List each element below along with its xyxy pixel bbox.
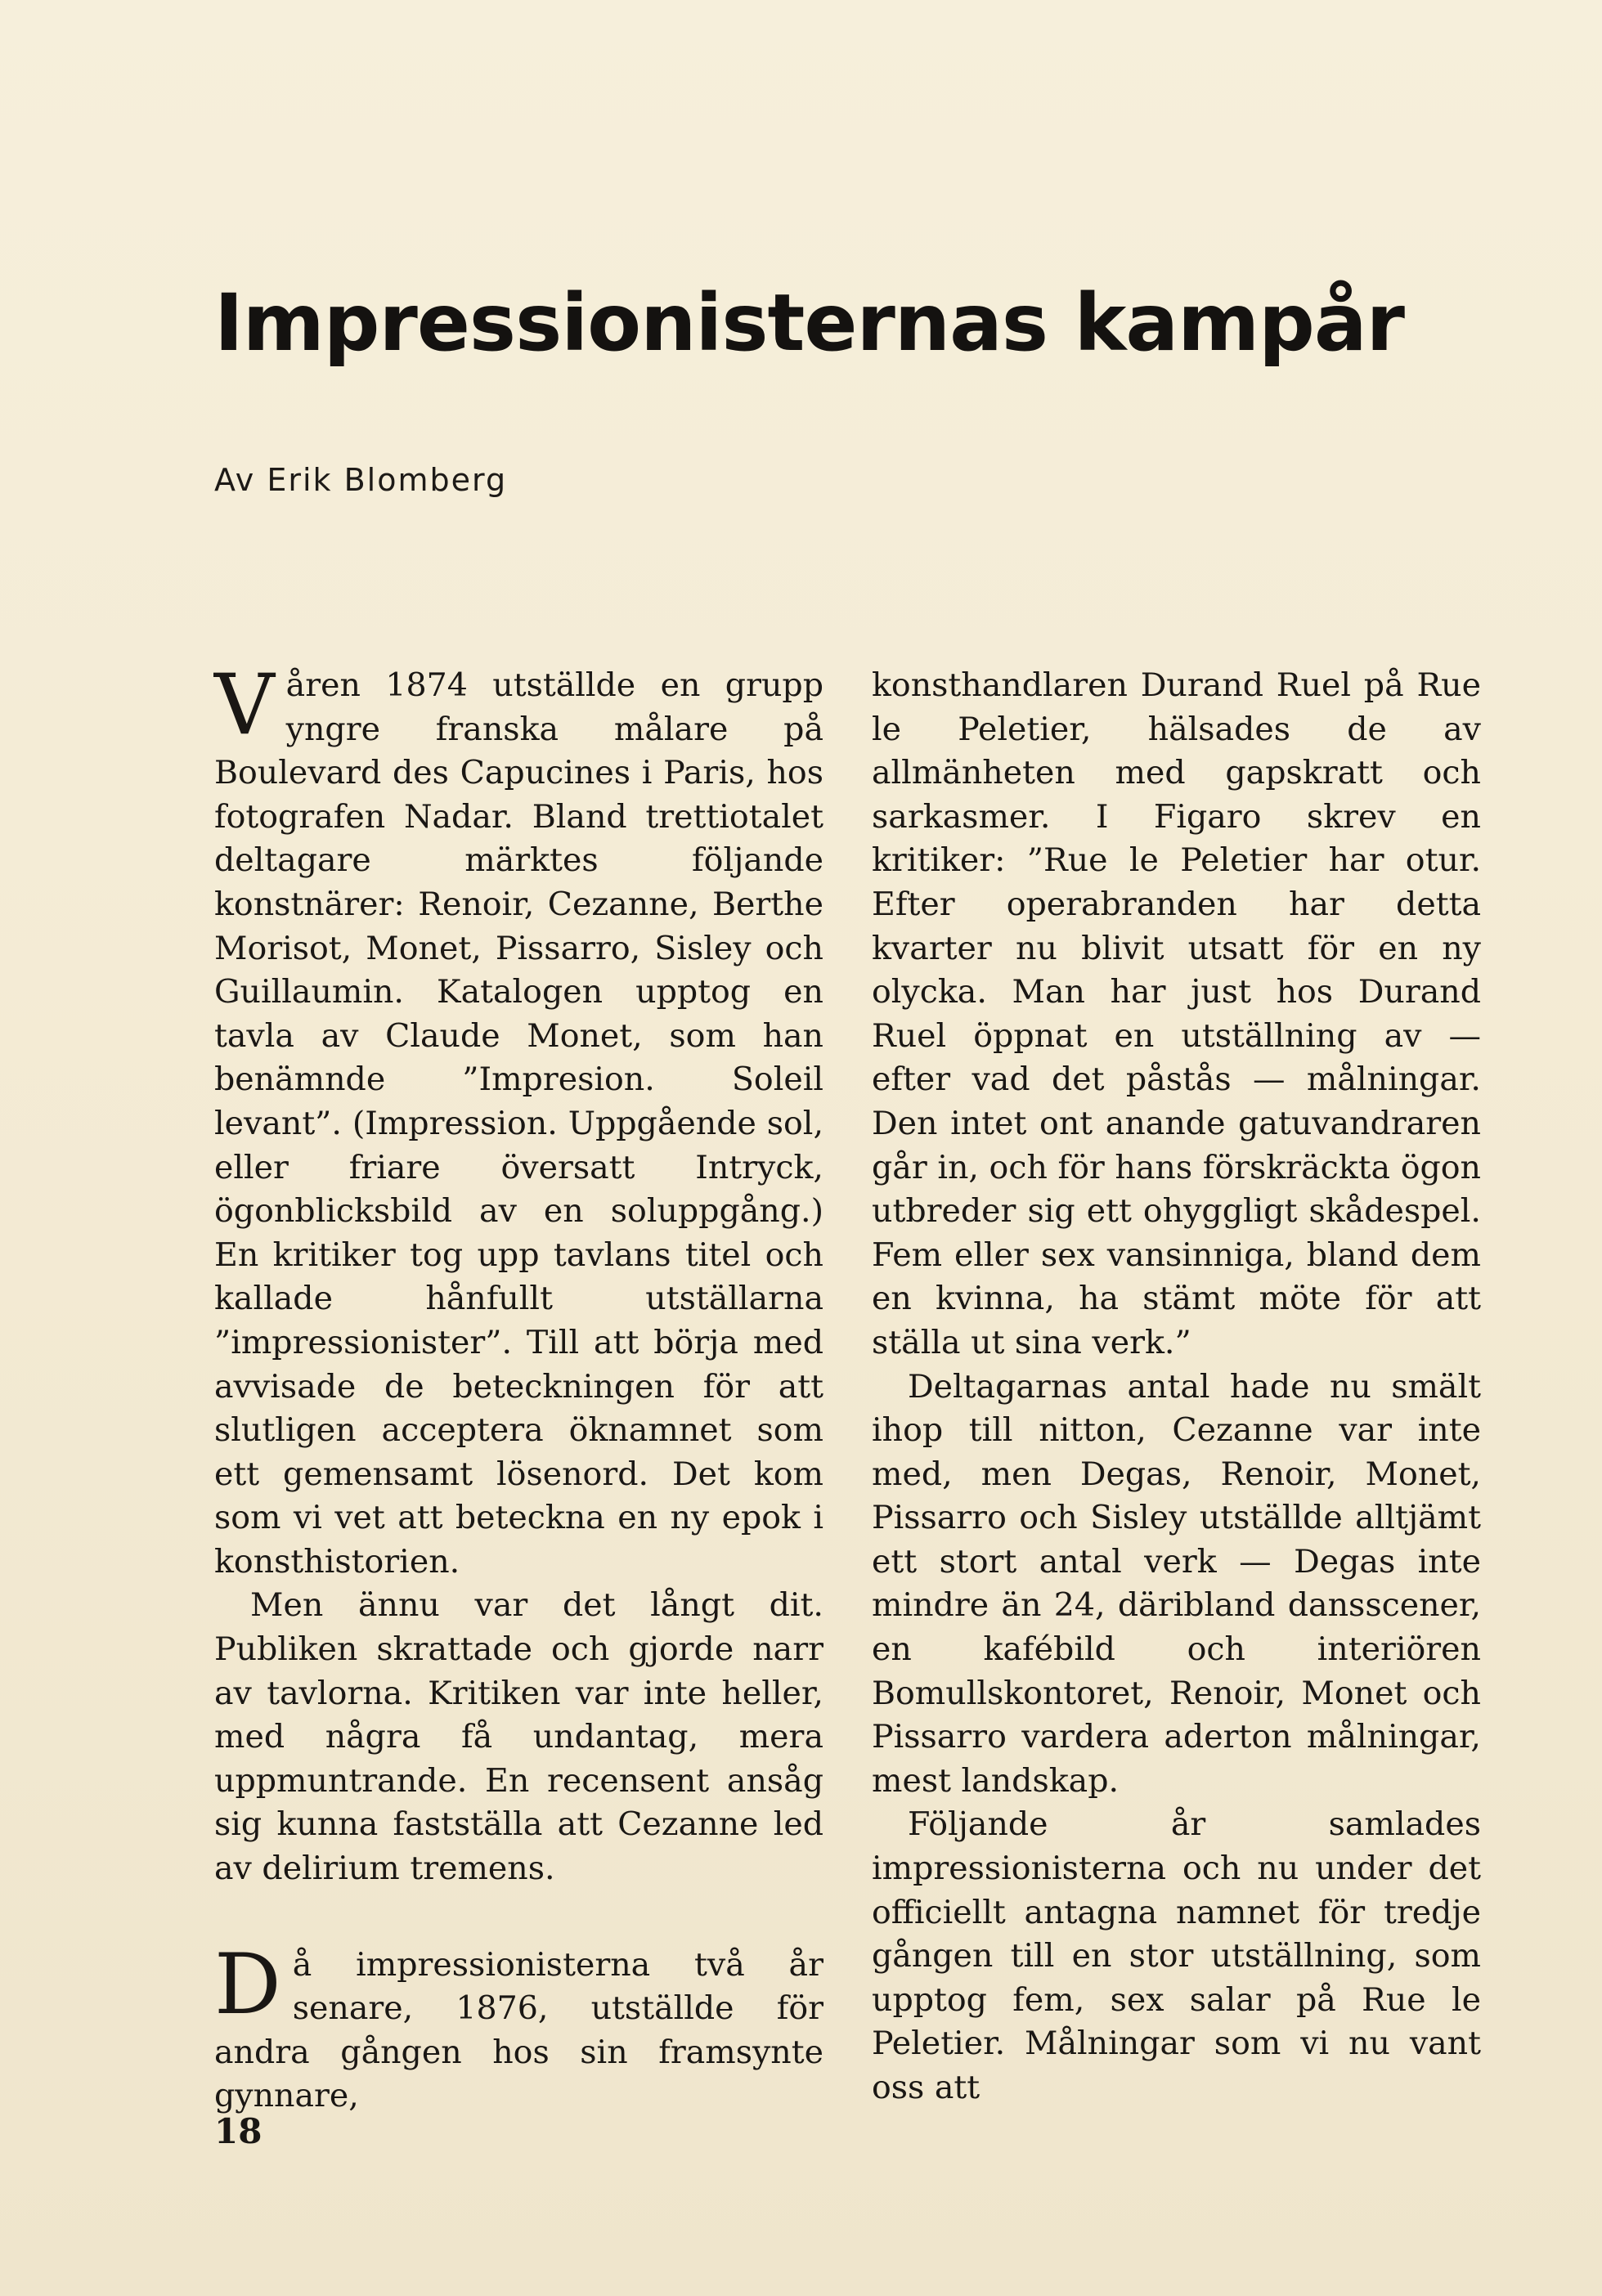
paragraph-4: konsthandlaren Durand Ruel på Rue le Peletier, hälsades de av allmänheten med gapskratt och sarkasmer. I Figaro skrev en kritiker: ”Rue le Peletier har otur. Efter operabranden har detta kvarter nu blivit utsatt för en ny olycka. Man har just hos Durand Ruel öppnat en utställning av — efter vad det påstås — målningar. Den intet ont anande gatuvandraren går in, och för hans förskräckta ögon utbreder sig ett ohyggligt skådespel. Fem eller sex vansinniga, bland dem en kvinna, ha stämt möte för att ställa ut sina verk.” <box>872 666 1481 1361</box>
paragraph-3-text: å impressionisterna två år senare, 1876, utställde för andra gången hos sin framsynte gynnare, <box>214 1945 823 2115</box>
page-number: 18 <box>214 2111 263 2151</box>
paragraph-1-text: åren 1874 utställde en grupp yngre franska målare på Boulevard des Capucines i Paris, hos fotografen Nadar. Bland trettiotalet deltagare märktes följande konstnärer: Renoir, Cezanne, Berthe Morisot, Monet, Pissarro, Sisley och Guillaumin. Katalogen upptog en tavla av Claude Monet, som han benämnde ”Impresion. Soleil levant”. (Impression. Uppgående sol, eller friare översatt Intryck, ögonblicksbild av en soluppgång.) En kritiker tog upp tavlans titel och kallade hånfullt utställarna ”impressionister”. Till att börja med avvisade de beteckningen för att slutligen acceptera öknamnet som ett gemensamt lösenord. Det kom som vi vet att beteckna en ny epok i konsthistorien. <box>214 666 823 1581</box>
paragraph-1 <box>214 657 823 1584</box>
paragraph-5: Deltagarnas antal hade nu smält ihop till nitton, Cezanne var inte med, men Degas, Renoir, Monet, Pissarro och Sisley utställde alltjämt ett stort antal verk — Degas inte mindre än 24, däribland dansscener, en kafébild och interiören Bomullskontoret, Renoir, Monet och Pissarro vardera aderton målningar, mest landskap. <box>872 1367 1481 1800</box>
left-column <box>214 657 823 2119</box>
paragraph-2: Men ännu var det långt dit. Publiken skrattade och gjorde narr av tavlorna. Kritiken var inte heller, med några få undantag, mera uppmuntrande. En recensent ansåg sig kunna fastställa att Cezanne led av delirium tremens. <box>214 1586 823 1888</box>
right-column <box>872 664 1481 2110</box>
article-byline: Av Erik Blomberg <box>214 462 508 498</box>
article-title: Impressionisternas kampår <box>214 277 1404 369</box>
paragraph-6: Följande år samlades impressionisterna och nu under det officiellt antagna namnet för tredje gången till en stor utställning, som upptog fem, sex salar på Rue le Peletier. Målningar som vi nu vant oss att <box>872 1805 1481 2106</box>
drop-cap: D <box>214 1935 281 2034</box>
paragraph-3 <box>214 1935 823 2119</box>
drop-cap: V <box>214 657 275 754</box>
